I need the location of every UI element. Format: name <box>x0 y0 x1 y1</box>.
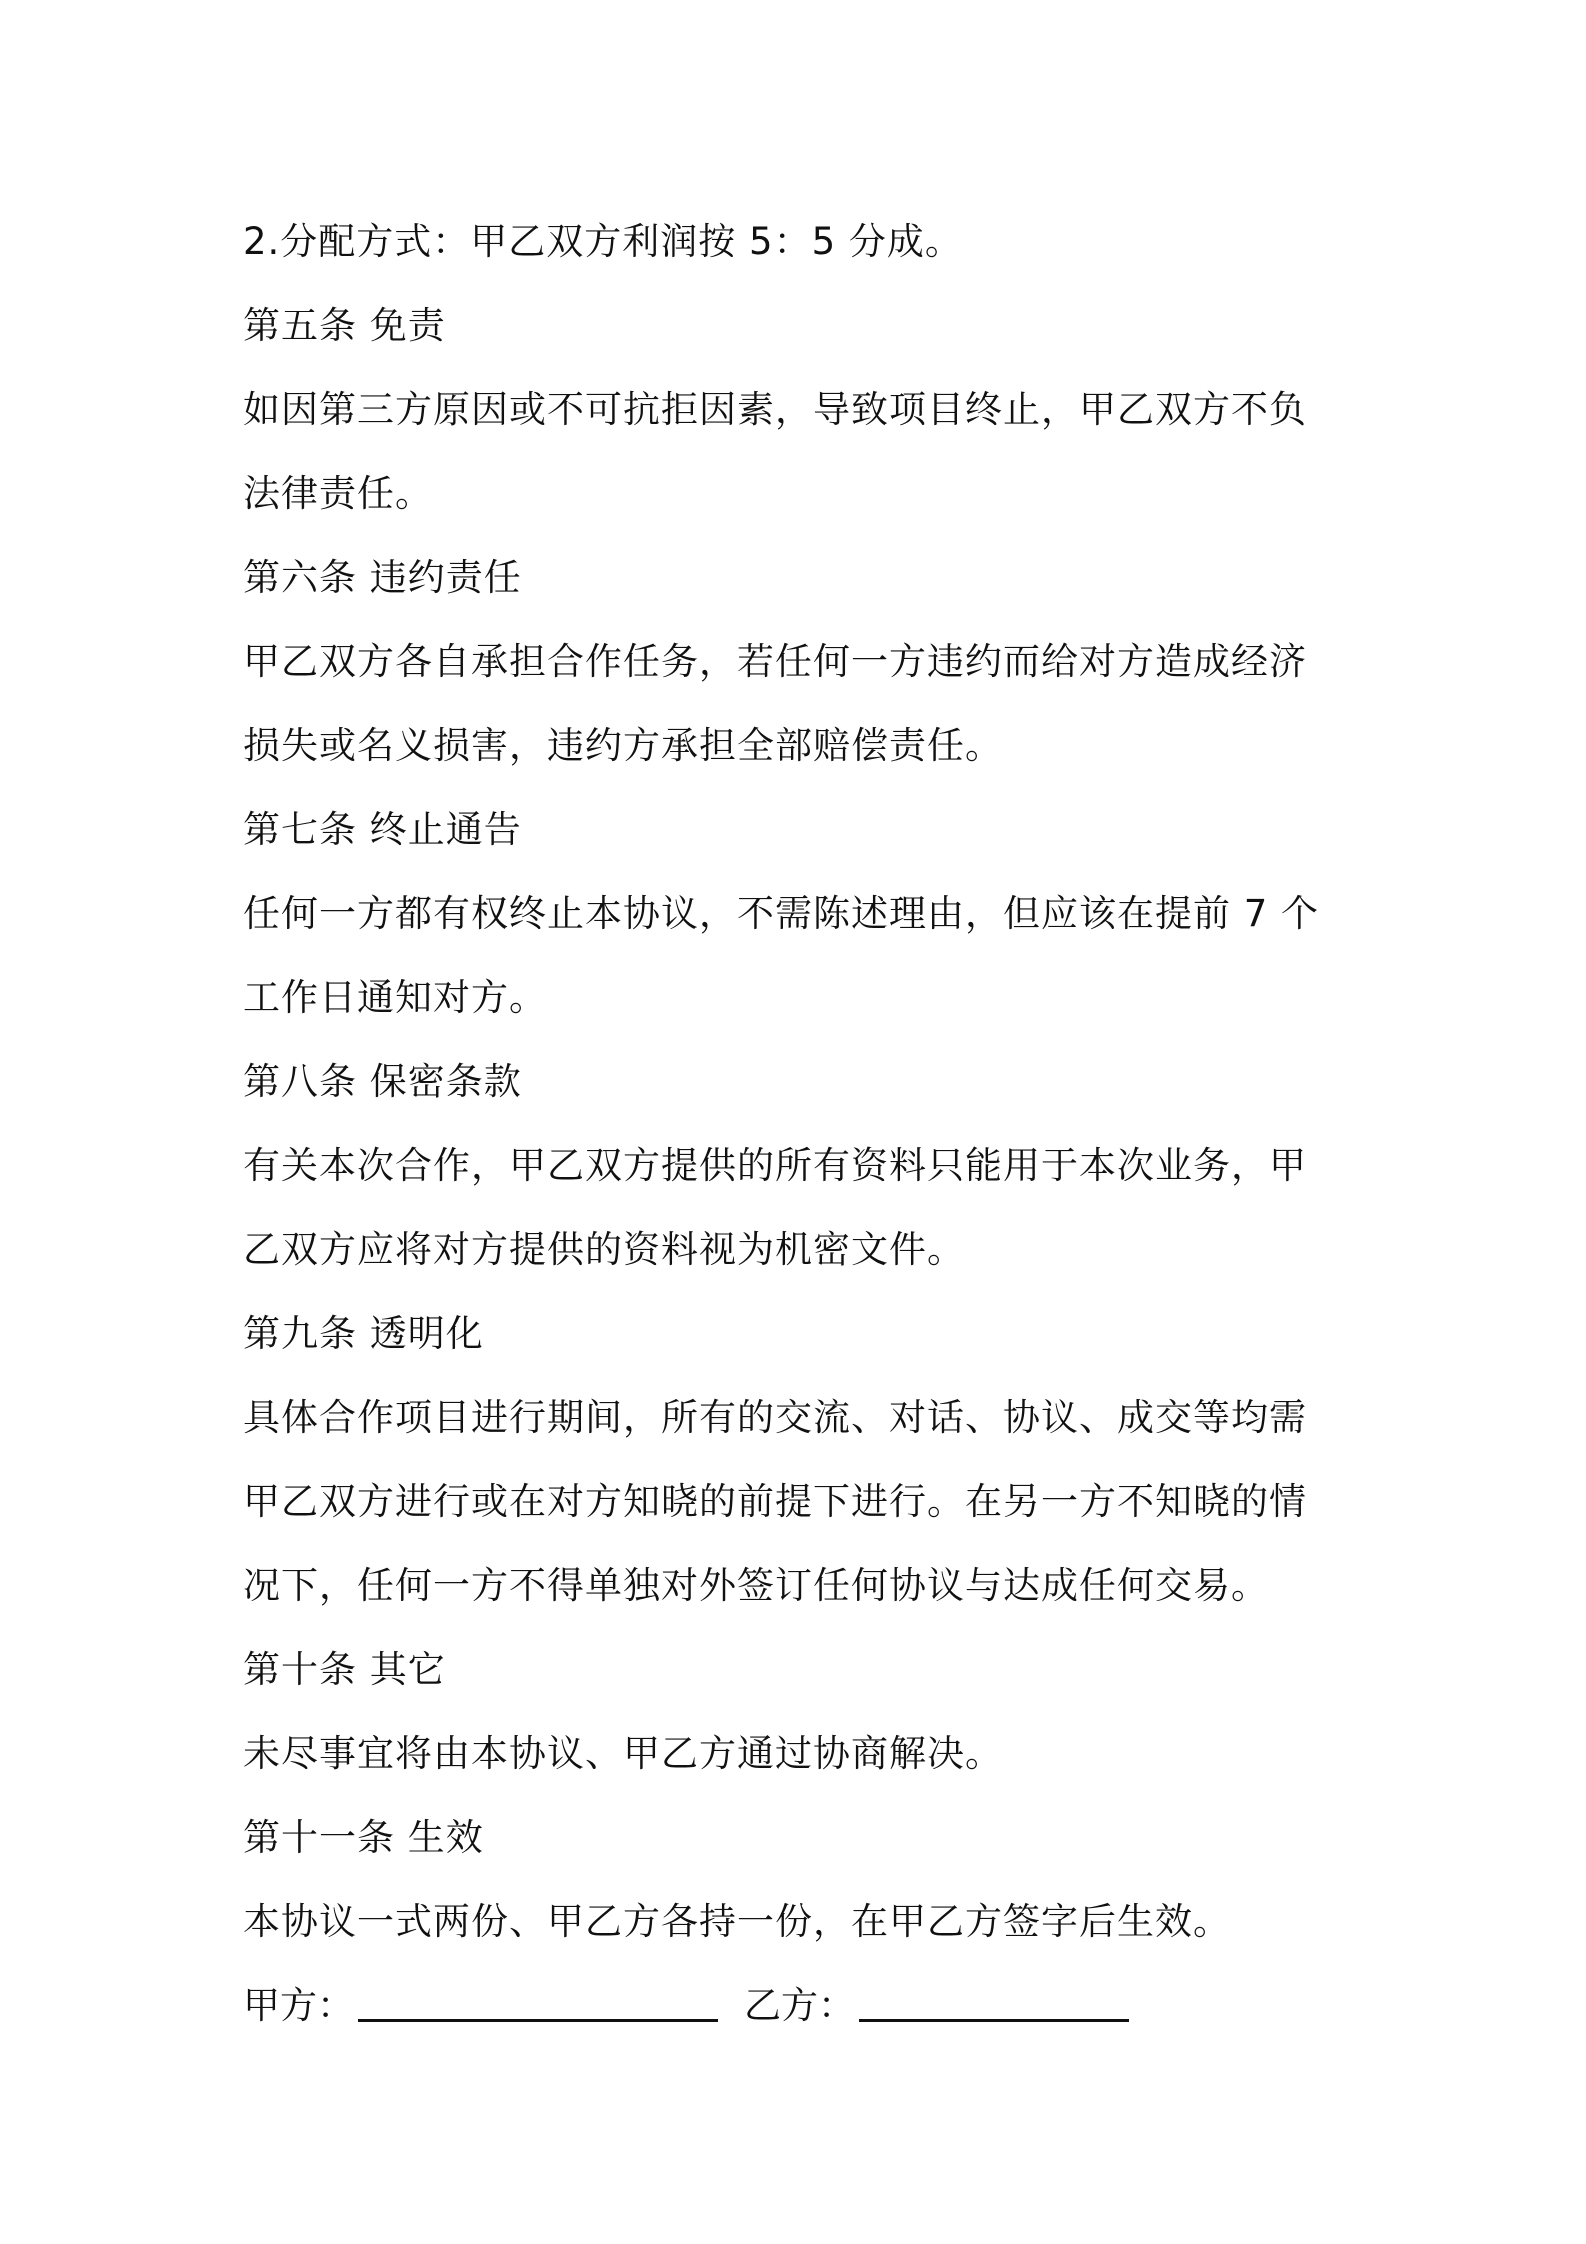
party-a-signature-blank[interactable] <box>358 1979 718 2022</box>
party-b-signature-blank[interactable] <box>859 1979 1129 2022</box>
clause-8-text-line-1: 有关本次合作，甲乙双方提供的所有资料只能用于本次业务，甲 <box>243 1144 1307 1187</box>
signature-row <box>243 1964 1363 2048</box>
clause-8-heading: 第八条 保密条款 <box>243 1060 522 1103</box>
clause-10-heading: 第十条 其它 <box>243 1648 446 1691</box>
clause-11-heading: 第十一条 生效 <box>243 1816 484 1859</box>
party-b-label: 乙方： <box>744 1984 855 2027</box>
clause-7-heading: 第七条 终止通告 <box>243 808 522 851</box>
clause-5-heading: 第五条 免责 <box>243 304 446 347</box>
clause-6-text-line-2: 损失或名义损害，违约方承担全部赔偿责任。 <box>243 724 1003 767</box>
clause-11-text-line-1: 本协议一式两份、甲乙方各持一份，在甲乙方签字后生效。 <box>243 1900 1231 1943</box>
clause-6-text-line-1: 甲乙双方各自承担合作任务，若任何一方违约而给对方造成经济 <box>243 640 1307 683</box>
clause-4-item-2: 2.分配方式：甲乙双方利润按 5：5 分成。 <box>243 220 963 263</box>
clause-9-text-line-2: 甲乙双方进行或在对方知晓的前提下进行。在另一方不知晓的情 <box>243 1480 1307 1523</box>
clause-8-text-line-2: 乙双方应将对方提供的资料视为机密文件。 <box>243 1228 965 1271</box>
clause-9-heading: 第九条 透明化 <box>243 1312 484 1355</box>
clause-9-text-line-1: 具体合作项目进行期间，所有的交流、对话、协议、成交等均需 <box>243 1396 1307 1439</box>
party-a-label: 甲方： <box>243 1984 354 2027</box>
clause-10-text-line-1: 未尽事宜将由本协议、甲乙方通过协商解决。 <box>243 1732 1003 1775</box>
clause-6-heading: 第六条 违约责任 <box>243 556 522 599</box>
clause-7-text-line-2: 工作日通知对方。 <box>243 976 547 1019</box>
document-body <box>243 200 1363 2048</box>
clause-5-text-line-1: 如因第三方原因或不可抗拒因素，导致项目终止，甲乙双方不负 <box>243 388 1307 431</box>
clause-7-text-line-1: 任何一方都有权终止本协议，不需陈述理由，但应该在提前 7 个 <box>243 892 1320 935</box>
clause-9-text-line-3: 况下，任何一方不得单独对外签订任何协议与达成任何交易。 <box>243 1564 1269 1607</box>
clause-5-text-line-2: 法律责任。 <box>243 472 433 515</box>
